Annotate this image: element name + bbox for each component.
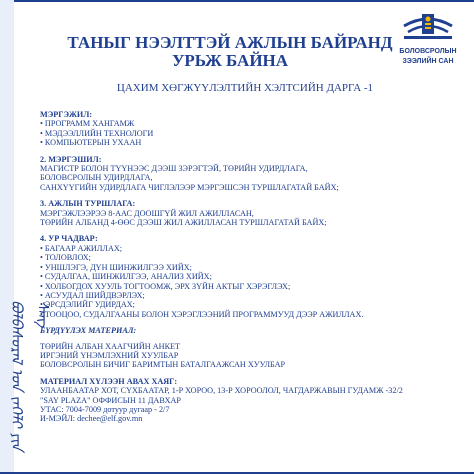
top-border: [0, 0, 474, 2]
section-line: МЭРГЭЖЛЭЭРЭЭ 8-ААС ДООШГҮЙ ЖИЛ АЖИЛЛАСАН,: [40, 208, 254, 218]
section-line: • АСУУДАЛ ШИЙДВЭРЛЭХ;: [40, 290, 145, 300]
organization-logo: [388, 10, 468, 66]
address-line: УЛААНБААТАР ХОТ, СҮХБААТАР, 1-Р ХОРОО, 13-Р ХОРООЛОЛ, ЧАГДАРЖАВЫН ГУДАМЖ -32/2: [40, 386, 403, 396]
email-line[interactable]: И-МЭЙЛ: dechee@elf.gov.mn: [40, 414, 143, 424]
phone-line: УТАС: 7004-7009 дотуур дугаар - 2/7: [40, 404, 170, 414]
section-profession: [40, 110, 460, 148]
section-heading: МЭРГЭЖИЛ:: [40, 110, 93, 119]
soyombo-emblem-icon: [400, 10, 456, 46]
section-heading: 3. АЖЛЫН ТУРШЛАГА:: [40, 199, 136, 209]
section-address: [40, 377, 460, 424]
section-line: • БАГААР АЖИЛЛАХ;: [40, 243, 123, 253]
logo-line-2: ЗЭЭЛИЙН САН: [402, 58, 454, 65]
mongolian-script-text: ᠪᠣᠯᠪᠠᠰᠤᠷᠠᠯ ᠤᠨ ᠵᠡᠭᠡᠯᠢ ᠶᠢᠨ ᠰᠠᠩ: [8, 300, 52, 451]
section-specialization: [40, 155, 460, 193]
section-experience: [40, 199, 460, 227]
page-title: [60, 34, 400, 70]
section-line: БОЛОВСРОЛЫН УДИРДЛАГА,: [40, 173, 153, 183]
section-skills: [40, 234, 460, 319]
section-line: • МЭДЭЭЛЛИЙН ТЕХНОЛОГИ: [40, 128, 154, 138]
section-line: • СУДАЛГАА, ШИНЖИЛГЭЭ, АНАЛИЗ ХИЙХ;: [40, 272, 212, 282]
section-line: САНХҮҮГИЙН УДИРДЛАГА ЧИГЛЭЛЭЭР МЭРГЭШСЭН ТУРШЛАГАТАЙ БАЙХ;: [40, 182, 339, 192]
section-line: • ТООЦОО, СУДАЛГААНЫ БОЛОН ХЭРЭГЛЭЭНИЙ ПРОГРАММУУД ДЭЭР АЖИЛЛАХ.: [40, 309, 364, 319]
section-line: • ПРОГРАММ ХАНГАМЖ: [40, 119, 135, 129]
position-subtitle: ЦАХИМ ХӨГЖҮҮЛЭЛТИЙН ХЭЛТСИЙН ДАРГА -1: [116, 82, 374, 94]
section-heading: МАТЕРИАЛ ХҮЛЭЭН АВАХ ХАЯГ:: [40, 376, 178, 386]
section-materials: [40, 326, 460, 370]
title-line-2: УРЬЖ БАЙНА: [171, 51, 289, 70]
section-line: • КОМПЬЮТЕРЫН УХААН: [40, 138, 142, 148]
section-line: ИРГЭНИЙ ҮНЭМЛЭХНИЙ ХУУЛБАР: [40, 350, 179, 360]
section-line: • ТОЛОВЛОХ;: [40, 253, 91, 263]
title-line-1: ТАНЫГ НЭЭЛТТЭЙ АЖЛЫН БАЙРАНД: [67, 33, 393, 52]
posting-content: [40, 110, 460, 431]
address-line: "SAY PLAZA" ОФФИСЫН 11 ДАВХАР: [40, 395, 181, 405]
section-line: • ХОЛБОГДОХ ХУУЛЬ ТОГТООМЖ, ЭРХ ЗҮЙН АКТЫГ ХЭРЭГЛЭХ;: [40, 281, 291, 291]
section-heading: 4. УР ЧАДВАР:: [40, 234, 98, 244]
section-line: МАГИСТР БОЛОН ТҮҮНЭЭС ДЭЭШ ЗЭРЭГТЭЙ, ТӨРИЙН УДИРДЛАГА,: [40, 164, 308, 174]
section-heading: 2. МЭРГЭШИЛ:: [40, 154, 102, 164]
logo-line-1: БОЛОВСРОЛЫН: [399, 48, 457, 55]
section-line: ТӨРИЙН АЛБАНД 4-ӨӨС ДЭЭШ ЖИЛ АЖИЛЛАСАН ТУРШЛАГАТАЙ БАЙХ;: [40, 218, 327, 228]
section-line: БОЛОВСРОЛЫН БИЧИГ БАРИМТЫН БАТАЛГААЖСАН ХУУЛБАР: [40, 360, 286, 370]
section-heading: БҮРДҮҮЛЭХ МАТЕРИАЛ:: [40, 326, 137, 336]
section-line: ТӨРИЙН АЛБАН ХААГЧИЙН АНКЕТ: [40, 341, 181, 351]
section-line: • ЭРСДЭЛИЙГ УДИРДАХ;: [40, 300, 135, 310]
section-line: • УНШЛЭГЭ, ДҮН ШИНЖИЛГЭЭ ХИЙХ;: [40, 262, 192, 272]
